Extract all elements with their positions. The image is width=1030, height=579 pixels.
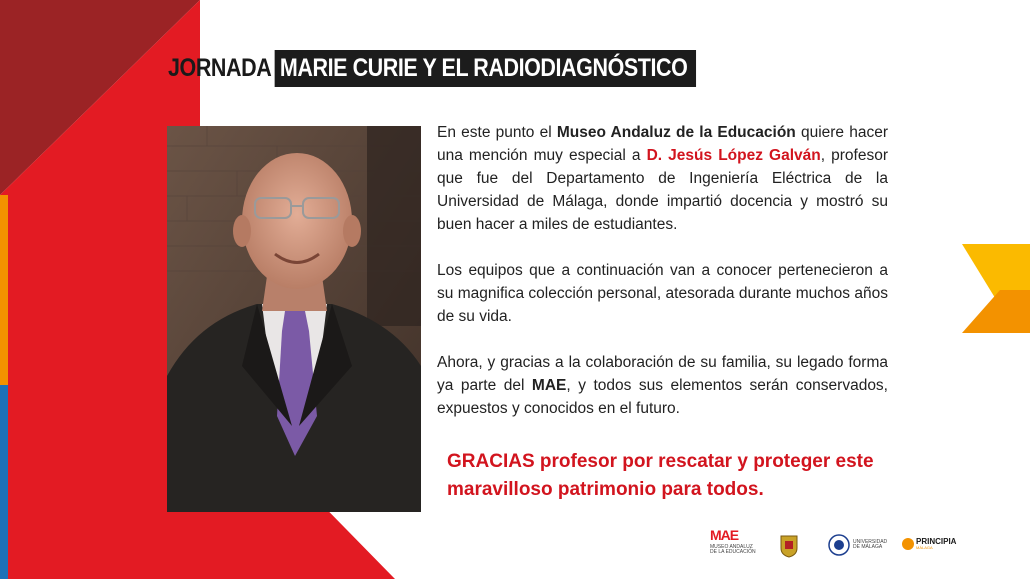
body-text xyxy=(437,121,888,443)
blue-side-strip xyxy=(0,385,8,579)
portrait-illustration xyxy=(167,126,421,512)
crest-logo xyxy=(780,534,798,560)
paragraph-intro xyxy=(437,121,888,236)
uma-line2: DE MÁLAGA xyxy=(853,544,883,550)
paragraph-intro-text-2: quiere hacer una mención muy especial a xyxy=(437,124,888,164)
principia-name: PRINCIPIA xyxy=(916,537,957,546)
paragraph-collection: Los equipos que a continuación van a conocer pertenecieron a su magnifica colección personal, atesorada durante muchos años de su vida. xyxy=(437,262,888,325)
principia-sub: MÁLAGA xyxy=(916,545,933,550)
paragraph-legacy-text-2: , y todos sus elementos serán conservados, expuestos y conocidos en el futuro. xyxy=(437,377,888,417)
portrait-photo xyxy=(167,126,421,512)
orange-side-strip xyxy=(0,195,8,385)
paragraph-intro-text-1: En este punto el xyxy=(437,124,557,141)
mae-mark: MAE xyxy=(710,527,739,543)
paragraph-intro-text-3: , profesor que fue del Departamento de Ingeniería Eléctrica de la Universidad de Málaga, donde impartió docencia y mostró su buen hacer a miles de estudiantes. xyxy=(437,147,888,233)
mae-line2: DE LA EDUCACIÓN xyxy=(710,549,756,555)
page-title xyxy=(168,46,696,90)
museum-name: Museo Andaluz de la Educación xyxy=(556,124,796,141)
thanks-message: GRACIAS profesor por rescatar y proteger este maravilloso patrimonio para todos. xyxy=(447,451,874,500)
mae-line1: MUSEO ANDALUZ xyxy=(710,544,753,550)
orange-chevron xyxy=(962,290,1030,333)
partner-logos xyxy=(710,528,970,564)
honoree-name: D. Jesús López Galván xyxy=(646,147,821,164)
paragraph-legacy-text-1: Ahora, y gracias a la colaboración de su familia, su legado forma ya parte del xyxy=(437,354,888,394)
uma-logo xyxy=(828,534,887,556)
title-main: MARIE CURIE Y EL RADIODIAGNÓSTICO xyxy=(275,50,696,87)
mae-logo xyxy=(710,528,760,555)
title-prefix: JORNADA xyxy=(168,53,272,82)
principia-logo xyxy=(902,538,956,550)
uma-line1: UNIVERSIDAD xyxy=(853,539,888,545)
mae-acronym: MAE xyxy=(531,377,567,394)
paragraph-legacy xyxy=(437,351,888,420)
